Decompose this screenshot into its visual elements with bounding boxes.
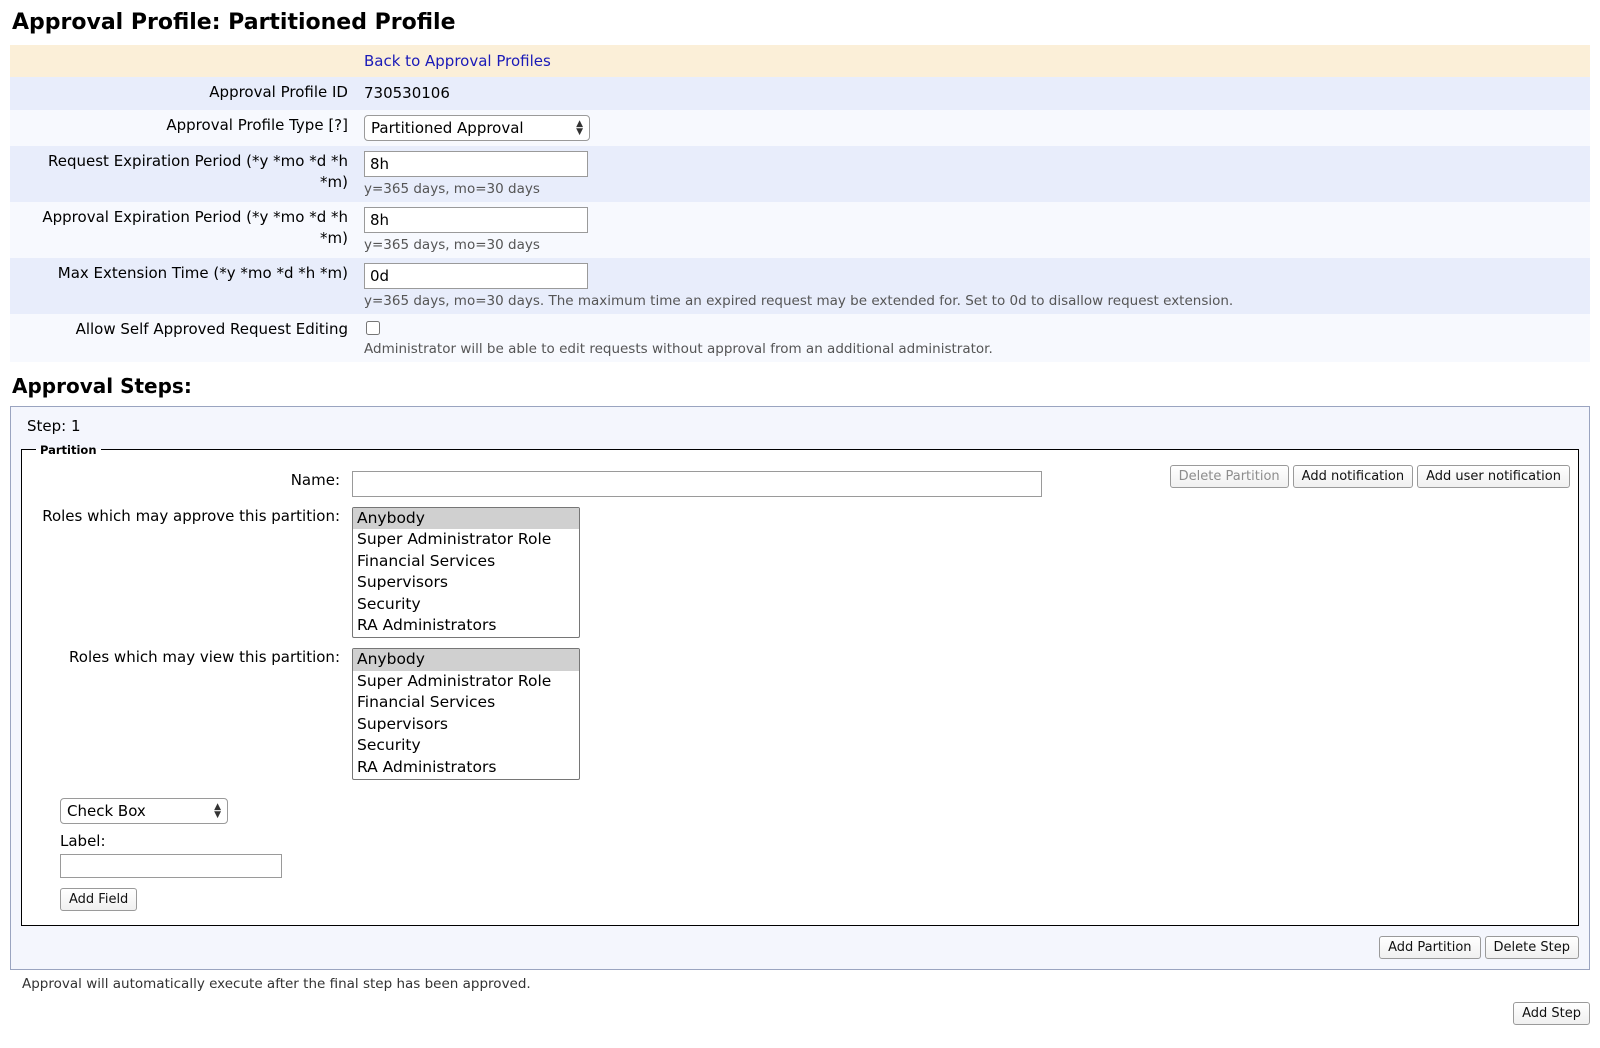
self-approved-cell — [356, 314, 1590, 362]
profile-id-label: Approval Profile ID — [10, 77, 356, 110]
view-role-option[interactable] — [353, 757, 579, 779]
max-extension-cell — [356, 258, 1590, 314]
self-approved-label: Allow Self Approved Request Editing — [10, 314, 356, 362]
approve-role-option[interactable] — [353, 572, 579, 594]
view-role-option[interactable] — [353, 649, 579, 671]
request-expiration-cell — [356, 146, 1590, 202]
view-roles-row — [32, 648, 1568, 780]
profile-type-cell — [356, 110, 1590, 146]
approve-roles-label: Roles which may approve this partition: — [42, 506, 340, 525]
max-extension-row — [10, 258, 1590, 314]
view-roles-label: Roles which may view this partition: — [69, 648, 340, 667]
field-label-input[interactable] — [60, 854, 282, 878]
partition-toolbar — [1170, 465, 1570, 488]
profile-type-select[interactable] — [364, 115, 590, 141]
profile-type-select-wrap — [364, 115, 590, 141]
step-number-label: Step: 1 — [27, 416, 81, 435]
view-role-option[interactable] — [353, 692, 579, 714]
request-expiration-hint: y=365 days, mo=30 days — [364, 180, 540, 197]
approval-expiration-label: Approval Expiration Period (*y *mo *d *h *m) — [10, 202, 356, 258]
delete-step-button[interactable]: Delete Step — [1485, 936, 1579, 959]
partition-fieldset — [21, 443, 1579, 926]
delete-partition-button[interactable]: Delete Partition — [1170, 465, 1289, 488]
partition-legend: Partition — [40, 442, 97, 457]
self-approved-row — [10, 314, 1590, 362]
approve-role-option[interactable] — [353, 615, 579, 637]
profile-details-table — [10, 45, 1590, 362]
back-to-approval-profiles-link[interactable]: Back to Approval Profiles — [364, 52, 551, 70]
select-arrows-icon: ▲ ▼ — [214, 801, 221, 820]
self-approved-checkbox[interactable] — [366, 321, 380, 335]
approve-roles-row — [32, 507, 1568, 639]
max-extension-input[interactable] — [364, 263, 588, 289]
approval-expiration-hint: y=365 days, mo=30 days — [364, 236, 540, 253]
add-notification-button[interactable]: Add notification — [1293, 465, 1413, 488]
field-type-select-wrap — [60, 798, 228, 824]
profile-id-row — [10, 77, 1590, 110]
back-link-row — [10, 45, 1590, 77]
approval-expiration-input[interactable] — [364, 207, 588, 233]
partition-name-input[interactable] — [352, 471, 1042, 497]
profile-id-value: 730530106 — [356, 77, 1590, 110]
step-footer — [21, 936, 1579, 959]
max-extension-label: Max Extension Time (*y *mo *d *h *m) — [10, 258, 356, 314]
request-expiration-label: Request Expiration Period (*y *mo *d *h *m) — [10, 146, 356, 202]
request-expiration-row — [10, 146, 1590, 202]
add-field-button[interactable]: Add Field — [60, 888, 137, 911]
field-type-select[interactable] — [60, 798, 228, 824]
view-role-option[interactable] — [353, 671, 579, 693]
approval-step-container — [10, 406, 1590, 970]
approval-expiration-row — [10, 202, 1590, 258]
self-approved-hint: Administrator will be able to edit requests without approval from an additional administrator. — [364, 340, 993, 357]
add-user-notification-button[interactable]: Add user notification — [1417, 465, 1570, 488]
approve-role-option[interactable] — [353, 529, 579, 551]
approve-role-option[interactable] — [353, 594, 579, 616]
request-expiration-input[interactable] — [364, 151, 588, 177]
select-arrows-icon: ▲ ▼ — [576, 118, 583, 137]
page-footer — [10, 1002, 1590, 1025]
back-link-cell — [356, 45, 1590, 77]
add-partition-button[interactable]: Add Partition — [1379, 936, 1480, 959]
approve-roles-listbox[interactable] — [352, 507, 580, 639]
add-step-button[interactable]: Add Step — [1513, 1002, 1590, 1025]
auto-execute-note: Approval will automatically execute after the final step has been approved. — [22, 975, 531, 992]
view-role-option[interactable] — [353, 714, 579, 736]
approval-profile-page — [0, 10, 1600, 1048]
profile-type-label: Approval Profile Type [?] — [10, 110, 356, 146]
approval-expiration-cell — [356, 202, 1590, 258]
approve-role-option[interactable] — [353, 551, 579, 573]
field-type-row — [60, 798, 1568, 824]
partition-name-label: Name: — [290, 470, 340, 489]
back-link-spacer — [10, 45, 356, 77]
page-title: Approval Profile: Partitioned Profile — [12, 10, 456, 35]
view-roles-listbox[interactable] — [352, 648, 580, 780]
view-role-option[interactable] — [353, 735, 579, 757]
add-field-row — [60, 888, 1568, 911]
max-extension-hint: y=365 days, mo=30 days. The maximum time an expired request may be extended for. Set to 0d to disallow request extension. — [364, 292, 1234, 309]
field-label-caption: Label: — [60, 831, 106, 850]
approve-role-option[interactable] — [353, 508, 579, 530]
profile-type-row — [10, 110, 1590, 146]
approval-steps-heading: Approval Steps: — [12, 373, 192, 398]
